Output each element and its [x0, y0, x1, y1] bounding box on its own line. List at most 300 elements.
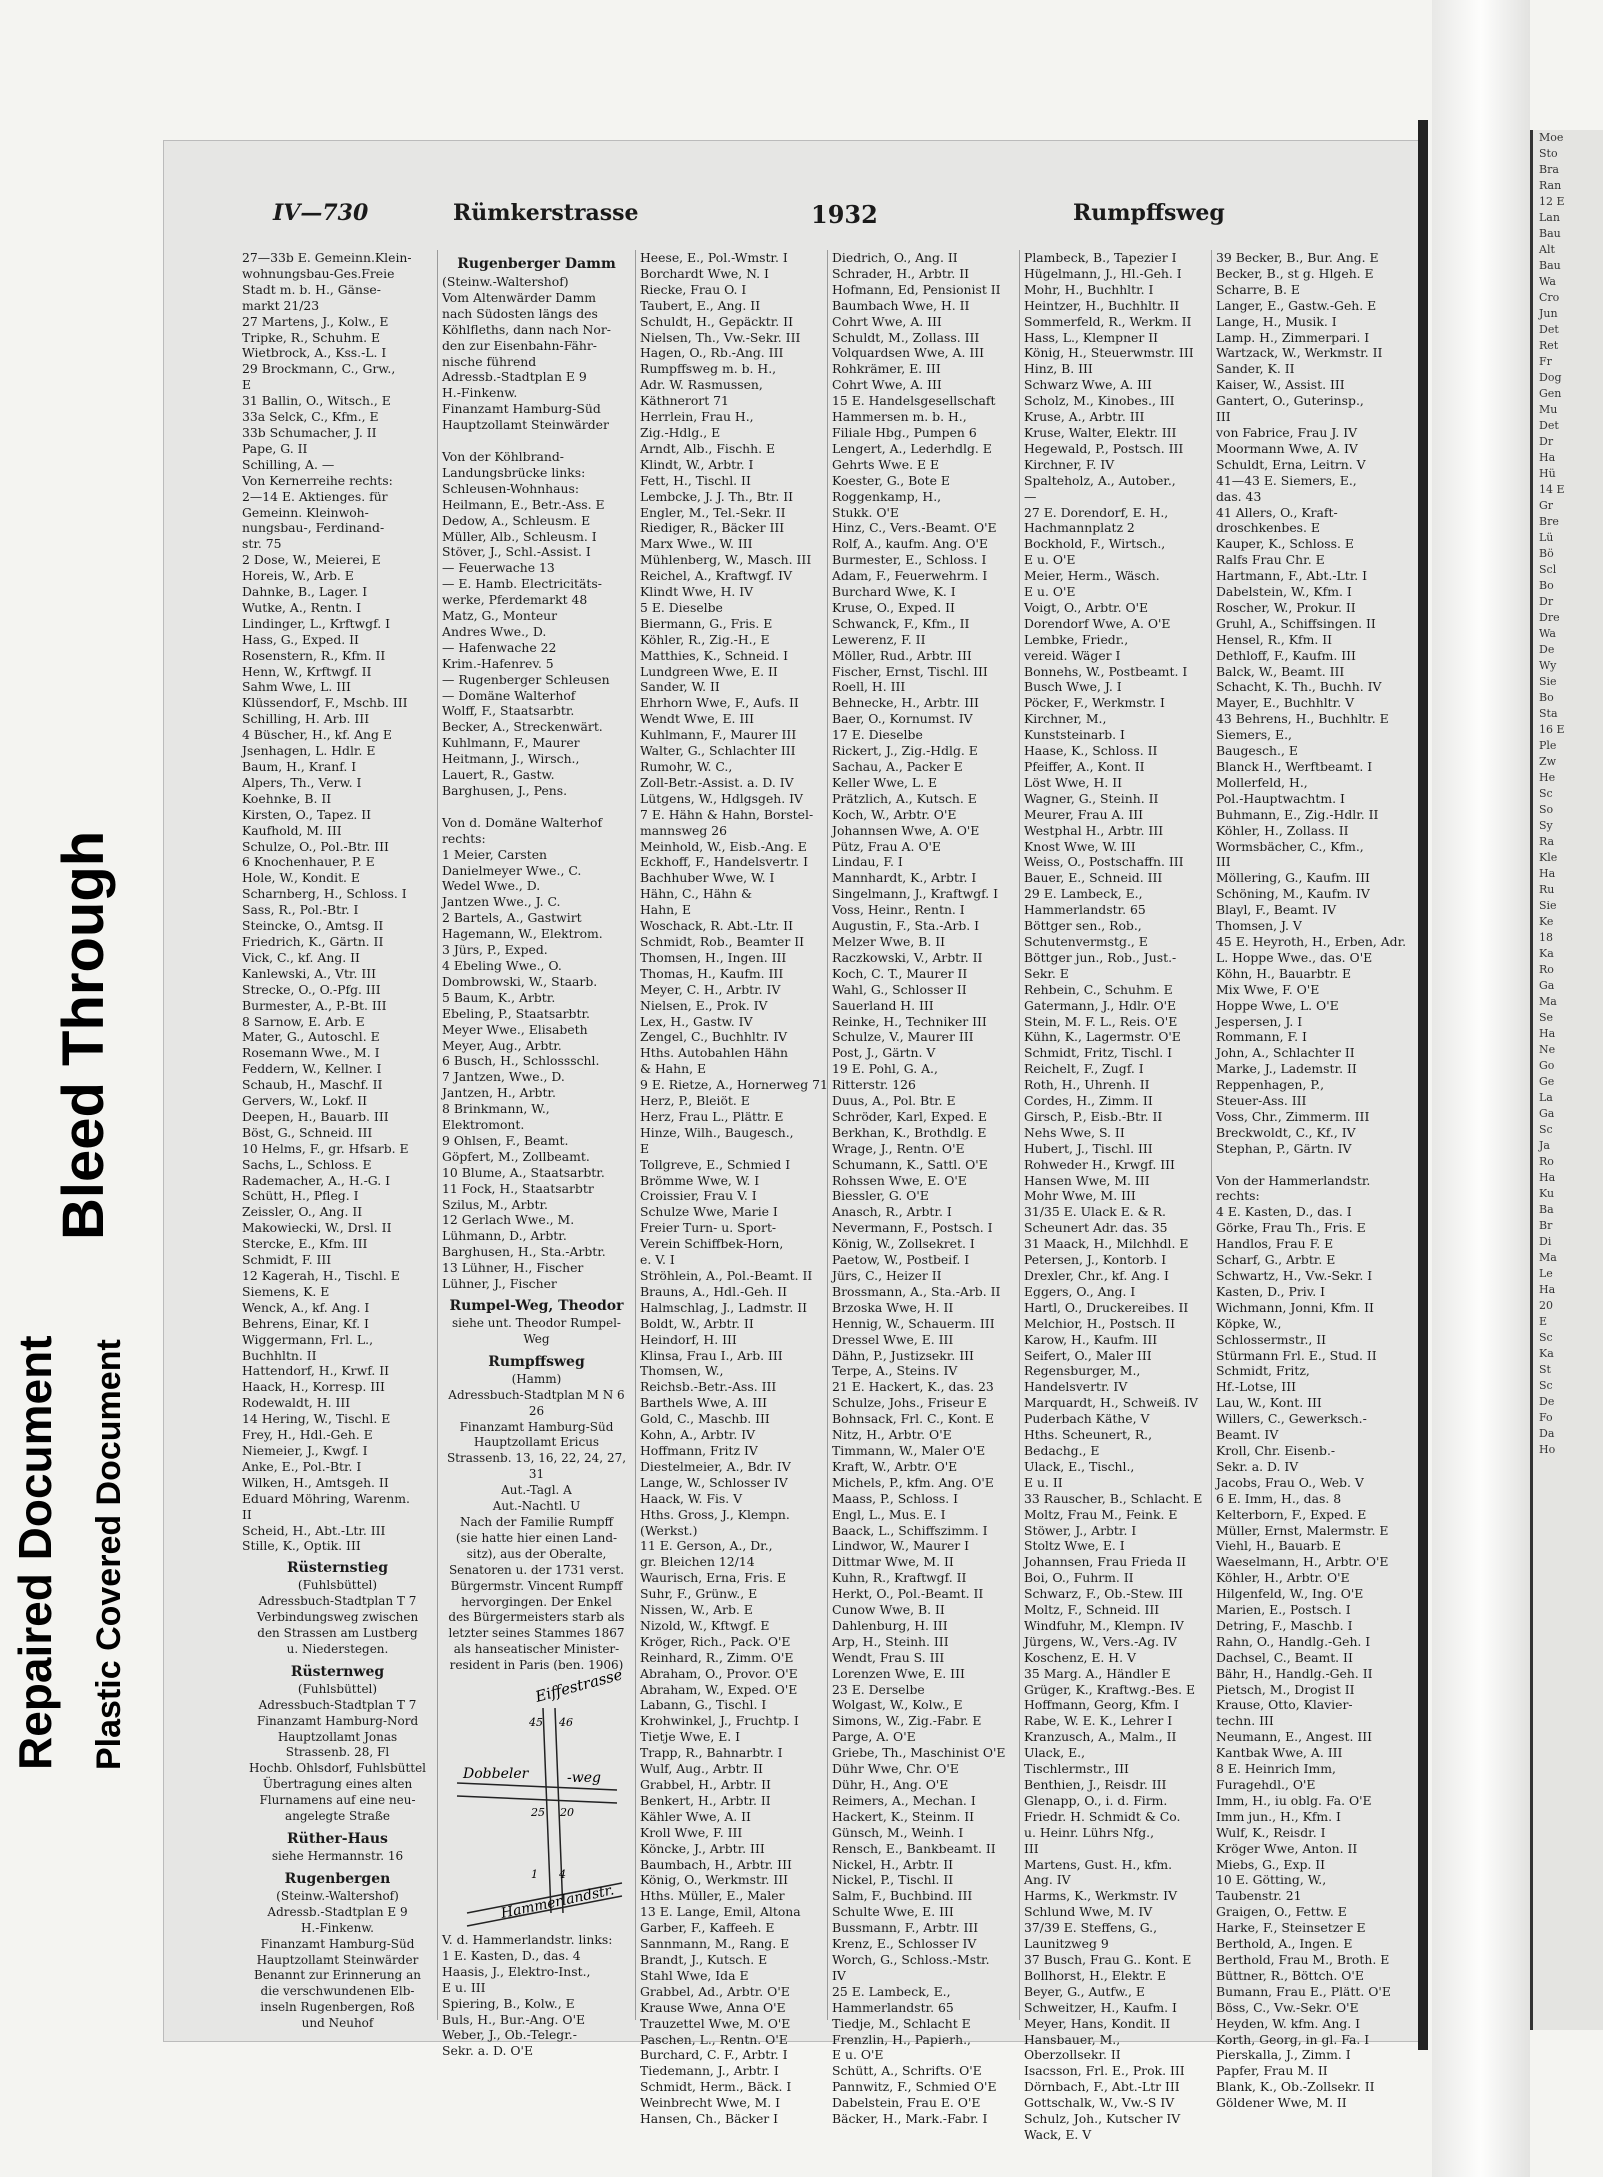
directory-entry: Knost Wwe, W. III [1024, 838, 1136, 854]
directory-entry: Deepen, H., Bauarb. III [242, 1108, 389, 1124]
directory-entry: Seifert, O., Maler III [1024, 1347, 1152, 1363]
directory-entry: Spiering, B., Kolw., E [442, 1995, 575, 2011]
next-page-fragment-text: Ka [1539, 1347, 1554, 1360]
directory-entry: Voigt, O., Arbtr. O'E [1024, 599, 1149, 615]
directory-entry: Kaufhold, M. III [242, 822, 342, 838]
directory-entry: Kanlewski, A., Vtr. III [242, 965, 377, 981]
directory-entry: Brzoska Wwe, H. II [832, 1299, 954, 1315]
directory-entry: 8 Sarnow, E. Arb. E [242, 1013, 365, 1029]
directory-entry: Baum, H., Kranf. I [242, 759, 357, 774]
directory-entry: Koehnke, B. II [242, 790, 332, 806]
directory-entry: Frey, H., Hdl.-Geh. E [242, 1427, 373, 1443]
directory-entry: Trauzettel Wwe, M. O'E [640, 2015, 791, 2031]
directory-entry: werke, Pferdemarkt 48 [442, 592, 588, 608]
next-page-fragment-text: He [1539, 771, 1556, 784]
directory-entry: Cohrt Wwe, A. III [832, 313, 942, 329]
directory-entry: Von Kernerreihe rechts: [242, 472, 393, 488]
directory-entry: Tiedje, M., Schlacht E [832, 2015, 971, 2031]
next-page-fragment-text: Ba [1539, 1203, 1554, 1216]
directory-entry: Grabbel, Ad., Arbtr. O'E [640, 1983, 790, 1999]
directory-entry: Kröger, Rich., Pack. O'E [640, 1633, 791, 1649]
directory-entry: Vick, C., kf. Ang. II [242, 949, 360, 965]
directory-entry: Köpke, W., [1216, 1315, 1282, 1331]
street-note: als hanseatischer Minister- [453, 1642, 620, 1657]
map-label: Hammerlandstr. [499, 1882, 616, 1922]
directory-entry: Furagehdl., O'E [1216, 1777, 1316, 1792]
next-page-fragment-text: Det [1539, 323, 1559, 336]
street-note: Strassenb. 13, 16, 22, 24, 27, 31 [446, 1451, 627, 1482]
next-page-fragment-text: St [1539, 1363, 1551, 1376]
directory-entry: Von der Hammerlandstr. [1216, 1172, 1371, 1188]
directory-entry: Jantzen Wwe., J. C. [442, 894, 561, 910]
directory-entry: 33a Selck, C., Kfm., E [242, 409, 379, 425]
directory-entry: Brömme Wwe, W. I [640, 1172, 760, 1188]
street-note: (Fuhlsbüttel) [297, 1681, 378, 1696]
directory-entry: Marke, J., Lademstr. II [1216, 1061, 1357, 1077]
directory-entry: Tiedemann, J., Arbtr. I [640, 2063, 779, 2079]
directory-entry: Matthies, K., Schneid. I [640, 647, 789, 663]
directory-entry: Nickel, H., Arbtr. II [832, 1856, 954, 1872]
directory-entry: 5 E. Dieselbe [640, 599, 723, 615]
directory-entry: Reimers, A., Mechan. I [832, 1792, 976, 1808]
directory-entry: Buhmann, E., Zig.-Hdlr. II [1216, 806, 1379, 822]
directory-entry: Rohssen Wwe, E. O'E [832, 1172, 967, 1188]
directory-entry: Gantert, O., Guterinsp., [1216, 393, 1364, 409]
directory-entry: Bachhuber Wwe, W. I [640, 870, 775, 886]
directory-entry: Göpfert, M., Zollbeamt. [442, 1148, 590, 1164]
directory-entry: 2 Bartels, A., Gastwirt [442, 910, 582, 926]
directory-entry: Hammersen m. b. H., [832, 409, 967, 425]
directory-entry: Elektromont. [442, 1117, 525, 1133]
directory-entry: Kohn, A., Arbtr. IV [640, 1427, 756, 1443]
directory-entry: Haack, W. Fis. V [640, 1490, 743, 1506]
directory-entry: Filiale Hbg., Pumpen 6 [832, 424, 977, 440]
directory-entry: Dorendorf Wwe, A. O'E [1024, 615, 1171, 631]
directory-entry: Kraft, W., Arbtr. O'E [832, 1458, 958, 1474]
directory-entry: 33b Schumacher, J. II [242, 424, 377, 440]
directory-entry: Hansen Wwe, M. III [1024, 1172, 1150, 1188]
directory-entry: Dittmar Wwe, M. II [832, 1554, 954, 1570]
directory-entry: Vom Altenwärder Damm [442, 289, 597, 305]
directory-entry: Hattendorf, H., Krwf. II [242, 1363, 390, 1379]
directory-entry: — Hafenwache 22 [442, 639, 557, 655]
directory-entry: 37 Busch, Frau G.. Kont. E [1024, 1951, 1192, 1967]
next-page-fragment-text: De [1539, 643, 1555, 656]
next-page-fragment-text: Ga [1539, 1107, 1555, 1120]
street-note: Hauptzollamt Ericus [473, 1435, 600, 1450]
directory-entry: Tischlermstr., III [1024, 1761, 1129, 1777]
directory-entry: Hinze, Wilh., Baugesch., [640, 1124, 794, 1140]
directory-entry: Abraham, O., Provor. O'E [640, 1665, 798, 1681]
directory-entry: Reppenhagen, P., [1216, 1077, 1325, 1093]
next-page-fragment-text: Bo [1539, 579, 1554, 592]
directory-entry: markt 21/23 [242, 297, 320, 313]
street-note: (Hamm) [511, 1371, 562, 1386]
directory-entry: Karow, H., Kaufm. III [1024, 1331, 1158, 1347]
directory-entry: Büttner, R., Böttch. O'E [1216, 1967, 1364, 1983]
directory-entry: Gruhl, A., Schiffsingen. II [1216, 615, 1376, 631]
directory-entry: E [242, 377, 252, 393]
directory-entry: Papfer, Frau M. II [1216, 2063, 1328, 2079]
directory-entry: König, H., Steuerwmstr. III [1024, 345, 1194, 361]
directory-entry: Hensel, R., Kfm. II [1216, 631, 1333, 647]
directory-entry: Willers, C., Gewerksch.- [1216, 1411, 1367, 1427]
street-heading: Rüsternstieg [287, 1560, 388, 1577]
directory-entry: Sahm Wwe, L. III [242, 679, 351, 695]
directory-entry: Schlund Wwe, M. IV [1024, 1904, 1153, 1920]
directory-entry: Meyer, Hans, Kondit. II [1024, 2015, 1171, 2031]
directory-entry: Launitzweg 9 [1024, 1936, 1109, 1952]
next-page-fragment-text: Ha [1539, 867, 1556, 880]
directory-entry: Zeissler, O., Ang. II [242, 1204, 363, 1220]
directory-entry: Graigen, O., Fettw. E [1216, 1904, 1347, 1920]
next-page-fragment-text: 12 E [1539, 195, 1565, 208]
directory-entry: Schulze Wwe, Marie I [640, 1204, 778, 1220]
page-header [163, 200, 1418, 234]
directory-entry: Sachs, L., Schloss. E [242, 1156, 372, 1172]
directory-entry: Köhlfleths, dann nach Nor- [442, 321, 611, 337]
directory-entry: Kruse, O., Exped. II [832, 599, 955, 615]
directory-entry: Sannmann, M., Rang. E [640, 1936, 790, 1952]
directory-entry: E u. O'E [1024, 584, 1076, 600]
right-street-heading: Rumpffsweg [1073, 200, 1225, 226]
next-page-fragment-text: 14 E [1539, 483, 1565, 496]
directory-entry: e. V. I [640, 1252, 675, 1268]
directory-entry: 39 Becker, B., Bur. Ang. E [1216, 250, 1379, 265]
street-note: siehe unt. Theodor Rumpel- [452, 1316, 621, 1330]
directory-entry: Hf.-Lotse, III [1216, 1379, 1296, 1395]
directory-entry: Hegewald, P., Postsch. III [1024, 440, 1184, 456]
directory-entry: nach Südosten längs des [442, 305, 598, 321]
directory-entry: Herkt, O., Pol.-Beamt. II [832, 1586, 984, 1602]
next-page-fragment [1530, 130, 1603, 2030]
next-page-fragment-text: Sie [1539, 899, 1557, 912]
page-edge-shadow [1418, 120, 1428, 2050]
directory-entry: Reichsb.-Betr.-Ass. III [640, 1379, 777, 1395]
directory-entry: Pol.-Hauptwachtm. I [1216, 790, 1345, 806]
directory-entry: Schwanck, F., Kfm., II [832, 615, 970, 631]
directory-entry: Roell, H. III [832, 679, 906, 695]
directory-entry: Weiss, O., Postschaffn. III [1024, 854, 1184, 870]
directory-entry: Roscher, W., Prokur. II [1216, 599, 1356, 615]
directory-entry: rechts: [1216, 1188, 1260, 1204]
street-heading: Rüsternweg [290, 1663, 385, 1680]
directory-entry: Hass, G., Exped. II [242, 631, 359, 647]
directory-entry: Krohwinkel, J., Fruchtp. I [640, 1713, 799, 1729]
directory-entry: Bauer, E., Schneid. III [1024, 870, 1163, 886]
next-page-fragment-text: Ple [1539, 739, 1557, 752]
directory-entry: Siemens, K. E [242, 1283, 330, 1299]
directory-entry: Wulf, Aug., Arbtr. II [640, 1761, 763, 1777]
directory-entry: Matz, G., Monteur [442, 608, 558, 624]
directory-entry: Roggenkamp, H., [832, 488, 942, 504]
directory-entry: Tietje Wwe, E. I [640, 1729, 741, 1745]
directory-entry: Herrlein, Frau H., [640, 409, 754, 425]
directory-entry: Anasch, R., Arbtr. I [832, 1204, 952, 1220]
directory-entry: Rehbein, C., Schuhm. E [1024, 981, 1173, 997]
directory-entry: Mollerfeld, H., [1216, 774, 1308, 790]
directory-entry: Bockhold, F., Wirtsch., [1024, 536, 1166, 552]
directory-entry: Hansbauer, M., [1024, 2031, 1121, 2047]
street-note: resident in Paris (ben. 1906) [449, 1658, 624, 1673]
directory-entry: Schilling, A. — [242, 456, 335, 472]
next-page-fragment-text: Ma [1539, 1251, 1557, 1264]
directory-entry: Thomsen, W., [640, 1363, 724, 1379]
next-page-fragment-text: Dr [1539, 435, 1554, 448]
directory-entry: Kröger Wwe, Anton. II [1216, 1840, 1358, 1856]
street-note: Hauptzollamt Jonas [277, 1729, 398, 1744]
directory-entry: Suhr, F., Grünw., E [640, 1586, 758, 1602]
directory-entry: Göldener Wwe, M. II [1216, 2095, 1347, 2111]
directory-entry: Stephan, P., Gärtn. IV [1216, 1140, 1352, 1156]
next-page-fragment-text: Da [1539, 1427, 1555, 1440]
directory-entry: Croissier, Frau V. I [640, 1188, 757, 1204]
directory-entry: 11 Fock, H., Staatsarbtr [442, 1180, 594, 1196]
directory-entry: Eduard Möhring, Warenm. [242, 1490, 410, 1506]
directory-entry: Trapp, R., Bahnarbtr. I [640, 1745, 783, 1761]
directory-entry: 27 Martens, J., Kolw., E [242, 313, 389, 329]
directory-entry: Lau, W., Kont. III [1216, 1395, 1322, 1411]
directory-entry: Johannsen Wwe, A. O'E [832, 822, 980, 838]
street-note: des Bürgermeisters starb als [448, 1610, 625, 1625]
street-line [457, 1796, 617, 1803]
next-page-fragment-text: Sto [1539, 147, 1558, 160]
directory-entry: Grabbel, H., Arbtr. II [640, 1777, 771, 1792]
directory-entry: 10 Blume, A., Staatsarbtr. [442, 1164, 605, 1180]
directory-entry: Rolf, A., kaufm. Ang. O'E [832, 536, 988, 552]
directory-entry: Herz, P., Bleiöt. E [640, 1093, 750, 1109]
directory-entry: König, O., Werkmstr. III [640, 1872, 789, 1888]
directory-entry: — Domäne Walterhof [442, 687, 576, 703]
directory-entry: Anke, E., Pol.-Btr. I [242, 1458, 362, 1474]
directory-entry: 2 Dose, W., Meierei, E [242, 552, 381, 568]
directory-entry: Ehrhorn Wwe, F., Aufs. II [640, 695, 799, 711]
directory-entry: Schmidt, F. III [242, 1252, 332, 1268]
directory-entry: Woschack, R. Abt.-Ltr. II [640, 918, 793, 934]
directory-entry: Blanck H., Werftbeamt. I [1216, 759, 1373, 774]
directory-entry: Wendt Wwe, E. III [640, 711, 755, 727]
directory-entry: Sass, R., Pol.-Btr. I [242, 902, 359, 918]
directory-entry: Neumann, E., Angest. III [1216, 1729, 1373, 1745]
directory-entry: Meier, Herm., Wäsch. [1024, 568, 1160, 584]
directory-entry: Pierskalla, J., Zimm. I [1216, 2047, 1351, 2063]
directory-entry: Löst Wwe, H. II [1024, 774, 1122, 790]
directory-entry: Blank, K., Ob.-Zollsekr. II [1216, 2079, 1375, 2095]
directory-entry: Schweitzer, H., Kaufm. I [1024, 1999, 1177, 2015]
directory-entry: 6 Busch, H., Schlossschl. [442, 1053, 600, 1069]
street-note: (Steinw.-Waltershof) [276, 1888, 399, 1903]
directory-entry: Hoppe Wwe, L. O'E [1216, 997, 1339, 1013]
directory-entry: Michels, P., kfm. Ang. O'E [832, 1474, 994, 1490]
next-page-fragment-text: Ke [1539, 915, 1554, 928]
directory-entry: Kasten, D., Priv. I [1216, 1283, 1326, 1299]
directory-entry: Schuldt, H., Gepäcktr. II [640, 313, 793, 329]
street-note: Finanzamt Hamburg-Süd [260, 1936, 415, 1951]
left-street-heading: Rümkerstrasse [453, 200, 639, 226]
directory-entry: III [1216, 854, 1231, 870]
street-heading: Rugenberger Damm [457, 256, 616, 272]
directory-entry: Schütt, A., Schrifts. O'E [832, 2063, 982, 2079]
street-note: Übertragung eines alten [262, 1777, 413, 1792]
directory-entry: Dähn, P., Justizsekr. III [832, 1347, 974, 1363]
street-note: Senatoren u. der 1731 verst. [448, 1562, 625, 1577]
next-page-fragment-text: Di [1539, 1235, 1552, 1248]
directory-entry: Weber, J., Ob.-Telegr.- [442, 2027, 577, 2043]
directory-entry: 27 E. Dorendorf, E. H., [1024, 504, 1169, 520]
directory-entry: Fischer, Ernst, Tischl. III [832, 663, 988, 679]
directory-entry: Krause Wwe, Anna O'E [640, 1999, 786, 2015]
next-page-fragment-text: Bau [1539, 259, 1561, 272]
map-label: 4 [558, 1868, 566, 1882]
directory-entry: Labann, G., Tischl. I [640, 1697, 767, 1713]
street-note: u. Niederstegen. [286, 1641, 389, 1656]
next-page-fragment-text: Ne [1539, 1043, 1556, 1056]
directory-entry: Kroll Wwe, F. III [640, 1824, 743, 1840]
directory-entry: Schöning, M., Kaufm. IV [1216, 886, 1370, 902]
directory-entry: 9 E. Rietze, A., Hornerweg 71 [640, 1077, 828, 1093]
map-label: 25 [530, 1806, 545, 1820]
next-page-fragment-text: Ha [1539, 451, 1556, 464]
directory-entry: Bohnsack, Frl. C., Kont. E [832, 1411, 995, 1427]
directory-entry: Hackert, K., Steinm. II [832, 1808, 974, 1824]
directory-entry: Handlos, Frau F. E [1216, 1236, 1334, 1252]
directory-entry: 1 Meier, Carsten [442, 846, 548, 862]
next-page-fragment-text: Ga [1539, 979, 1555, 992]
directory-entry: Wulf, K., Reisdr. I [1216, 1824, 1326, 1840]
directory-entry: Wartzack, W., Werkmstr. II [1216, 345, 1383, 361]
directory-entry: Müller, Alb., Schleusm. I [442, 528, 597, 544]
directory-entry: Busch Wwe, J. I [1024, 679, 1122, 695]
directory-entry: Böst, G., Schneid. III [242, 1124, 373, 1140]
directory-entry: Dressel Wwe, E. III [832, 1331, 954, 1347]
directory-entry: Lewerenz, F. II [832, 631, 926, 647]
directory-entry: Von der Köhlbrand- [442, 448, 564, 464]
directory-entry: Frenzlin, H., Papierh., [832, 2031, 971, 2047]
directory-entry: Heese, E., Pol.-Wmstr. I [640, 250, 788, 265]
directory-entry: Wolff, F., Staatsarbtr. [442, 703, 575, 719]
directory-entry: Cohrt Wwe, A. III [832, 377, 942, 393]
directory-entry: 17 E. Dieselbe [832, 727, 923, 743]
directory-entry: Lembke, Friedr., [1024, 631, 1129, 647]
directory-entry: Dabelstein, W., Kfm. I [1216, 584, 1352, 600]
directory-entry: Stöver, J., Schl.-Assist. I [442, 544, 591, 560]
next-page-fragment-text: Ku [1539, 1187, 1555, 1200]
directory-entry: 45 E. Heyroth, H., Erben, Adr. [1216, 933, 1407, 949]
directory-entry: Ralfs Frau Chr. E [1216, 552, 1325, 568]
directory-entry: Rosenstern, R., Kfm. II [242, 647, 386, 663]
directory-entry: Puderbach Käthe, V [1024, 1411, 1150, 1427]
directory-entry: III [1024, 1840, 1039, 1856]
directory-entry: Meyer, Aug., Arbtr. [442, 1037, 562, 1053]
directory-entry: Müller, Ernst, Malermstr. E [1216, 1522, 1389, 1538]
next-page-fragment-text: Bre [1539, 515, 1559, 528]
directory-entry: Imm jun., H., Kfm. I [1216, 1808, 1341, 1824]
street-note: Strassenb. 28, Fl [285, 1745, 390, 1760]
directory-entry: Burmester, A., P.-Bt. III [242, 997, 387, 1013]
directory-entry: Bäcker, H., Mark.-Fabr. I [832, 2111, 988, 2127]
directory-entry: Hansen, Ch., Bäcker I [640, 2111, 779, 2127]
directory-entry: Glenapp, O., i. d. Firm. [1024, 1792, 1168, 1808]
directory-entry: Taubenstr. 21 [1216, 1888, 1302, 1904]
directory-entry: Bedachg., E [1024, 1442, 1100, 1458]
street-note: Adressbuch-Stadtplan T 7 [258, 1594, 417, 1609]
directory-entry: Köhler, R., Zig.-H., E [640, 631, 770, 647]
directory-entry: Kühn, K., Lagermstr. O'E [1024, 1029, 1181, 1045]
directory-entry: Riecke, Frau O. I [640, 281, 747, 297]
directory-entry: Lex, H., Gastw. IV [640, 1013, 753, 1029]
next-page-fragment-text: Lan [1539, 211, 1560, 224]
next-page-fragment-text: Sc [1539, 1331, 1553, 1344]
directory-entry: Nitz, H., Arbtr. O'E [832, 1427, 952, 1443]
directory-entry: Szilus, M., Arbtr. [442, 1196, 548, 1212]
directory-entry: Balck, W., Beamt. III [1216, 663, 1345, 679]
directory-entry: 6 E. Imm, H., das. 8 [1216, 1490, 1342, 1506]
directory-entry: Gottschalk, W., Vw.-S IV [1024, 2095, 1175, 2111]
directory-entry: Hilgenfeld, W., Ing. O'E [1216, 1586, 1364, 1602]
directory-entry: Horeis, W., Arb. E [242, 568, 354, 584]
directory-entry: Biessler, G. O'E [832, 1188, 929, 1204]
directory-entry: Hths. Müller, E., Maler [640, 1888, 785, 1904]
next-page-fragment-text: Cro [1539, 291, 1560, 304]
directory-entry: Lundgreen Wwe, E. II [640, 663, 778, 679]
directory-entry: Singelmann, J., Kraftwgf. I [832, 886, 999, 902]
next-page-fragment-text: Sc [1539, 1379, 1553, 1392]
directory-entry: Burchard, C. F., Arbtr. I [640, 2047, 788, 2063]
directory-entry: Scholz, M., Kinobes., III [1024, 393, 1175, 409]
directory-entry: Sommerfeld, R., Werkm. II [1024, 313, 1192, 329]
directory-entry: Schacht, K. Th., Buchh. IV [1216, 679, 1382, 695]
directory-entry: Martens, Gust. H., kfm. [1024, 1856, 1173, 1872]
directory-entry: 19 E. Pohl, G. A., [832, 1061, 938, 1077]
directory-entry: Ebeling, P., Staatsarbtr. [442, 1005, 590, 1021]
directory-entry: Mohr, H., Buchhltr. I [1024, 281, 1154, 297]
directory-entry: Drexler, Chr., kf. Ang. I [1024, 1268, 1169, 1283]
next-page-fragment-text: Wy [1539, 659, 1557, 672]
directory-entry: Schlossermstr., II [1216, 1331, 1327, 1347]
directory-entry: Becker, B., st g. Hlgeh. E [1216, 265, 1374, 281]
next-page-fragment-text: Kle [1539, 851, 1558, 864]
directory-entry: Cordes, H., Zimm. II [1024, 1093, 1153, 1109]
directory-entry: Freier Turn- u. Sport- [640, 1220, 777, 1236]
directory-entry: 33 Rauscher, B., Schlacht. E [1024, 1490, 1203, 1506]
directory-entry [1216, 1157, 1394, 1173]
directory-entry: Lindau, F. I [832, 854, 903, 870]
directory-entry: Barghusen, J., Pens. [442, 783, 568, 798]
directory-entry: Dühr, H., Ang. O'E [832, 1777, 949, 1792]
directory-entry: Hagemann, W., Elektrom. [442, 926, 603, 942]
directory-entry: Girsch, P., Eisb.-Btr. II [1024, 1108, 1163, 1124]
directory-entry: den zur Eisenbahn-Fähr- [442, 337, 597, 353]
repaired-document-label: Repaired Document [9, 1335, 61, 1770]
directory-entry: Hinz, B. III [1024, 361, 1093, 377]
directory-entry: Rommann, F. I [1216, 1029, 1307, 1045]
directory-entry: Andres Wwe., D. [442, 623, 547, 639]
directory-entry: 12 Gerlach Wwe., M. [442, 1212, 575, 1228]
column-5 [1020, 250, 1212, 2142]
directory-entry: Griebe, Th., Maschinist O'E [832, 1745, 1006, 1761]
directory-entry: Stukk. O'E [832, 504, 899, 520]
directory-entry: Dombrowski, W., Staarb. [442, 973, 598, 989]
directory-entry: Dühr Wwe, Chr. O'E [832, 1761, 959, 1777]
directory-entry: Thomas, H., Kaufm. III [640, 965, 784, 981]
directory-entry: Schuldt, M., Zollass. III [832, 329, 980, 345]
directory-entry: Marien, E., Postsch. I [1216, 1602, 1351, 1618]
directory-entry: Stein, M. F. L., Reis. O'E [1024, 1013, 1178, 1029]
directory-entry: Kähler Wwe, A. II [640, 1808, 751, 1824]
directory-entry: Scheunert Adr. das. 35 [1024, 1220, 1168, 1236]
directory-entry: Jsenhagen, L. Hdlr. E [242, 743, 376, 759]
directory-entry: Hofmann, Ed, Pensionist II [832, 281, 1001, 297]
